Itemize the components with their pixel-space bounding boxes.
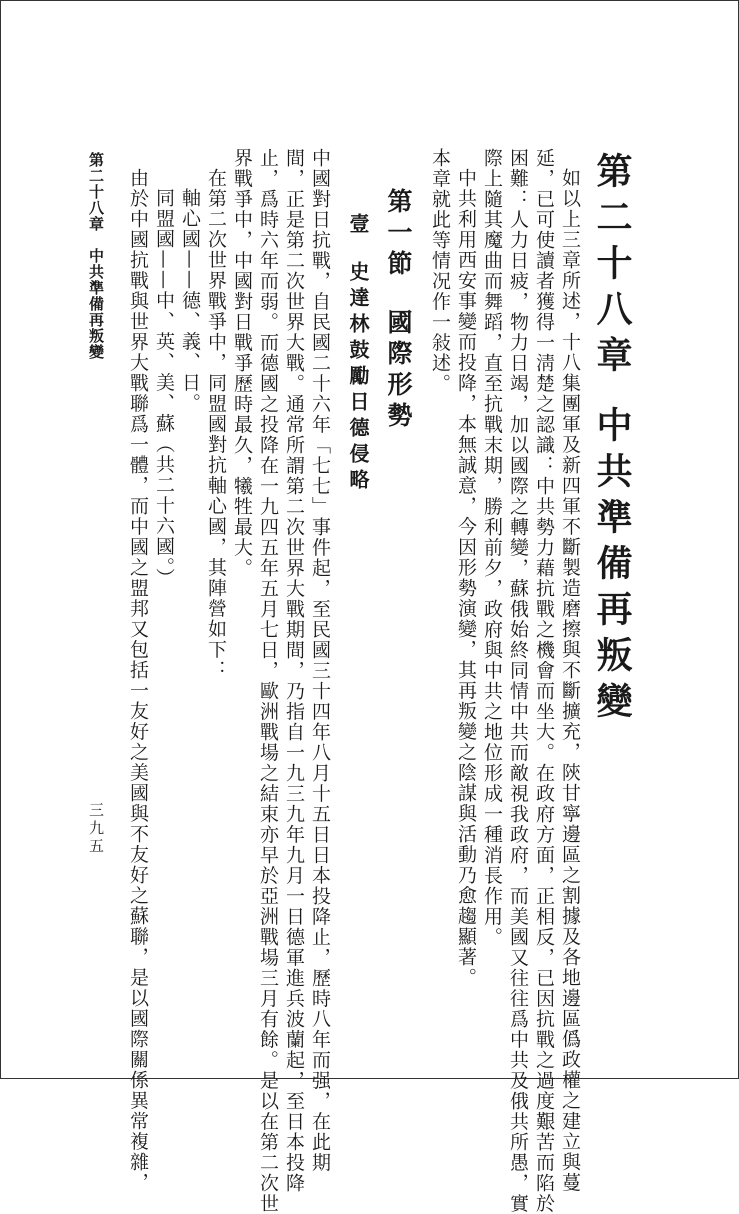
chapter-number: 第二十八章 [591, 152, 633, 382]
chapter-title [591, 152, 633, 728]
axis-powers-line: 軸心國——德、義、日。 [179, 188, 201, 414]
chapter-name: 中共準備再叛變 [591, 406, 633, 728]
body-line: 間，正是第二次世界大戰。通常所謂第二次世界大戰期間，乃指自一九三九年九月一日德軍進兵波蘭起，至日本投降 [283, 148, 305, 1194]
section-name: 國際形勢 [384, 309, 413, 433]
intro-line: 如以上三章所述，十八集團軍及新四軍不斷製造磨擦與不斷擴充，陝甘寧邊區之割據及各地邊區僞政權之建立與蔓 [559, 168, 581, 1193]
intro-line: 際上隨其魔曲而舞蹈，直至抗戰末期，勝利前夕，政府與中共之地位形成一種消長作用。 [481, 148, 503, 948]
intro-line: 本章就此等情况作一敍述。 [429, 148, 451, 394]
running-head: 第二十八章 中共準備再叛變 [87, 152, 105, 360]
subsection-name: 史達林鼓勵日德侵略 [346, 261, 370, 495]
page-number: 三九五 [87, 802, 105, 856]
subsection-number: 壹 [346, 213, 370, 239]
body-line: 由於中國抗戰與世界大戰聯爲一體，而中國之盟邦又包括一友好之美國與不友好之蘇聯，是以國際關係異常複雜， [127, 168, 149, 1193]
intro-line: 延，已可使讀者獲得一淸楚之認識：中共勢力藉抗戰之機會而坐大。在政府方面，正相反，已因抗戰之過度艱苦而陷於 [533, 148, 555, 1214]
section-number: 第一節 [384, 188, 413, 281]
section-title [386, 188, 411, 433]
subsection-title [348, 213, 368, 495]
allied-powers-line: 同盟國——中、英、美、蘇（共二十六國。） [153, 188, 175, 589]
body-line: 中國對日抗戰，自民國二十六年「七七」事件起，至民國三十四年八月十五日日本投降止，歷時八年而强，在此期 [309, 148, 331, 1173]
body-line: 在第二次世界戰爭中，同盟國對抗軸心國，其陣營如下： [205, 168, 227, 681]
intro-line: 中共利用西安事變而投降，本無誠意，今因形勢演變，其再叛變之陰謀與活動乃愈趨顯著。 [455, 168, 477, 988]
body-line: 界戰爭中，中國對日戰爭歷時最久，犧牲最大。 [231, 148, 253, 579]
body-line: 止，爲時六年而弱。而德國之投降在一九四五年五月七日，歐洲戰場之結束亦早於亞洲戰場三月有餘。是以在第二次世 [257, 148, 279, 1214]
intro-line: 困難：人力日疲，物力日竭，加以國際之轉變，蘇俄始終同情中共而敵視我政府，而美國又往往爲中共及俄共所愚，實 [507, 148, 529, 1214]
